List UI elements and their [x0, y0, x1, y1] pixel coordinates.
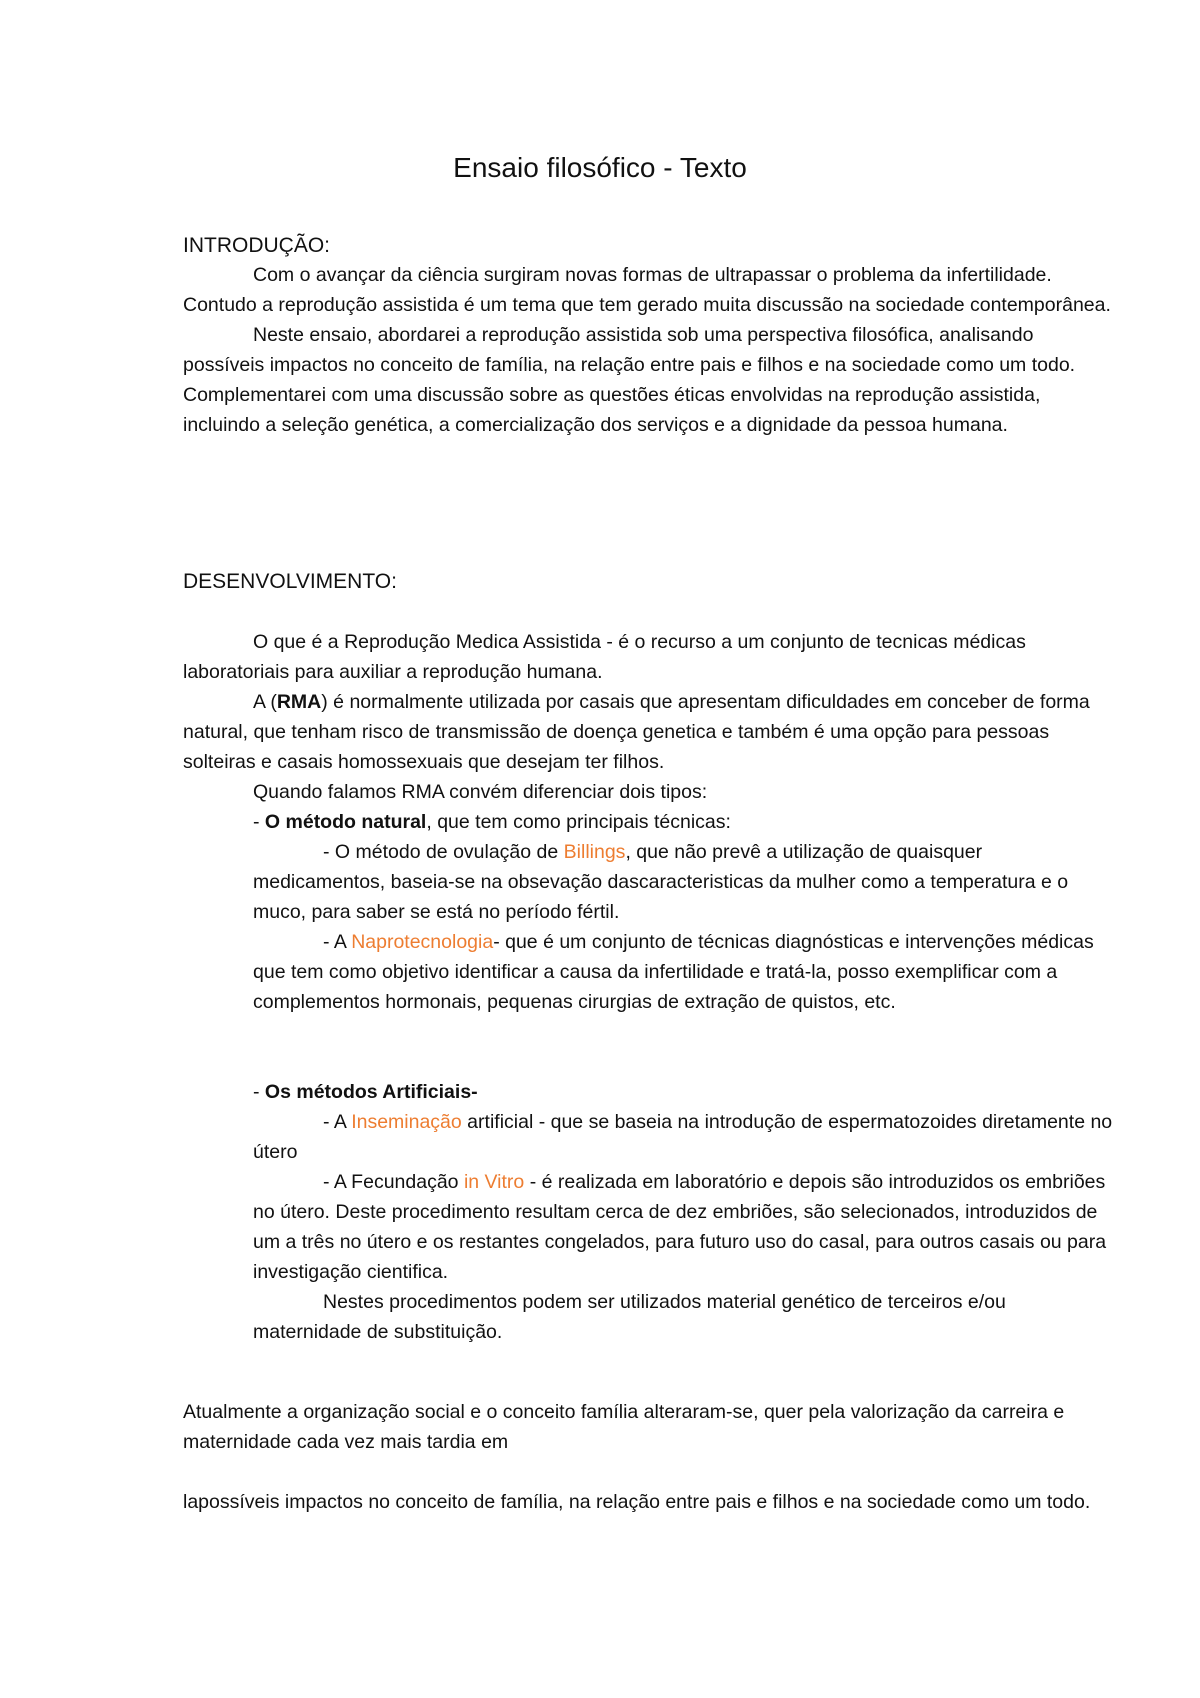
naprotecnologia-highlight: Naprotecnologia [351, 931, 494, 953]
artificial-method-section [253, 1077, 1115, 1347]
natural-method-bold: O método natural [264, 811, 427, 833]
natural-method-section [253, 807, 1115, 1017]
closing-paragraph-2: lapossíveis impactos no conceito de família, na relação entre pais e filhos e na sociedade como um todo. [183, 1491, 1091, 1513]
naprotecnologia-item: - A Naprotecnologia- que é um conjunto de técnicas diagnósticas e intervenções médicas que tem como objetivo identificar a causa da infertilidade e tratá-la, posso exemplificar com a complementos hormonais, pequenas cirurgias de extração de quistos, etc. [253, 931, 1094, 1013]
natural-method-heading: - O método natural, que tem como principais técnicas: [253, 811, 731, 833]
in-vitro-highlight: in Vitro [463, 1171, 525, 1193]
intro-paragraph-2: Neste ensaio, abordarei a reprodução assistida sob uma perspectiva filosófica, analisando possíveis impactos no conceito de família, na relação entre pais e filhos e na sociedade como um todo. Complementarei com uma discussão sobre as questões éticas envolvidas na reprodução assistida, incluindo a seleção genética, a comercialização dos serviços e a dignidade da pessoa humana. [183, 324, 1076, 436]
artificial-method-heading: - Os métodos Artificiais- [253, 1081, 478, 1103]
intro-paragraph-1: Com o avançar da ciência surgiram novas formas de ultrapassar o problema da infertilidade. Contudo a reprodução assistida é um tema que tem gerado muita discussão na sociedade contemporânea. [183, 264, 1111, 316]
third-party-paragraph: Nestes procedimentos podem ser utilizados material genético de terceiros e/ou maternidade de substituição. [253, 1291, 1006, 1343]
inseminacao-item: - A Inseminação artificial - que se baseia na introdução de espermatozoides diretamente no útero [253, 1111, 1113, 1163]
page-title: Ensaio filosófico - Texto [453, 152, 747, 183]
billings-item: - O método de ovulação de Billings, que não prevê a utilização de quaisquer medicamentos, baseia-se na obsevação dascaracteristicas da mulher como a temperatura e o muco, para saber se está no período fértil. [253, 841, 1069, 923]
billings-highlight: Billings [563, 841, 626, 863]
inseminacao-highlight: Inseminação [351, 1111, 462, 1133]
rma-definition: O que é a Reprodução Medica Assistida - é o recurso a um conjunto de tecnicas médicas laboratoriais para auxiliar a reprodução humana. [183, 631, 1026, 683]
intro-section [183, 260, 1115, 440]
development-intro [183, 627, 1115, 807]
closing-paragraph-1: Atualmente a organização social e o conceito família alteraram-se, quer pela valorização da carreira e maternidade cada vez mais tardia em [183, 1401, 1065, 1453]
in-vitro-item: - A Fecundação in Vitro - é realizada em laboratório e depois são introduzidos os embriões no útero. Deste procedimento resultam cerca de dez embriões, são selecionados, introduzidos de um a três no útero e os restantes congelados, para futuro uso do casal, para outros casais ou para investigação cientifica. [253, 1171, 1107, 1283]
rma-types-intro: Quando falamos RMA convém diferenciar dois tipos: [253, 781, 708, 803]
artificial-method-bold: Os métodos Artificiais- [264, 1081, 478, 1103]
intro-heading: INTRODUÇÃO: [183, 234, 330, 257]
closing-section [183, 1397, 1115, 1517]
rma-bold: RMA [276, 691, 322, 713]
development-heading: DESENVOLVIMENTO: [183, 570, 397, 593]
rma-usage: A (RMA) é normalmente utilizada por casais que apresentam dificuldades em conceber de forma natural, que tenham risco de transmissão de doença genetica e também é uma opção para pessoas solteiras e casais homossexuais que desejam ter filhos. [183, 691, 1090, 773]
